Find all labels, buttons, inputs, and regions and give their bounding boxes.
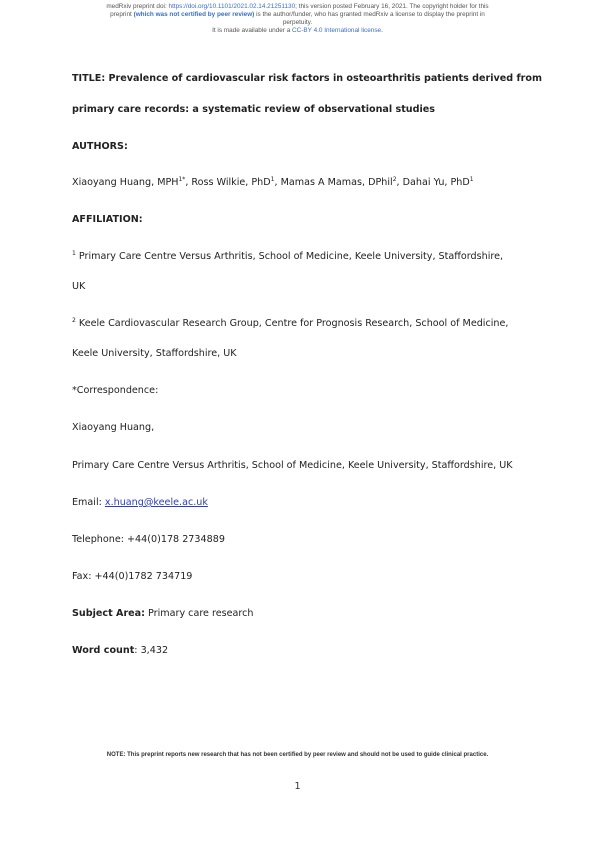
correspondence-name: Xiaoyang Huang, (72, 422, 155, 433)
fax-line: Fax: +44(0)1782 734719 (72, 571, 193, 582)
header-line-3: perpetuity. (282, 19, 313, 26)
affiliation-2-line-2: Keele University, Staffordshire, UK (72, 348, 237, 359)
affiliation-text: Keele Cardiovascular Research Group, Centre for Prognosis Research, School of Medicine, (75, 318, 509, 329)
affiliation-mark: 1 (72, 250, 76, 257)
header-text: medRxiv preprint doi: (106, 3, 169, 10)
author-separator: , (396, 177, 403, 188)
word-count-value: : 3,432 (134, 645, 169, 656)
email-line (72, 497, 208, 508)
affiliation-heading: AFFILIATION: (72, 214, 143, 225)
affiliation-1-line-2: UK (72, 281, 86, 292)
doi-link[interactable]: https://doi.org/10.1101/2021.02.14.21251130 (168, 3, 296, 10)
title-line-2: primary care records: a systematic review of observational studies (72, 104, 436, 115)
preprint-header (40, 3, 555, 35)
license-link[interactable]: CC-BY 4.0 International license (292, 27, 382, 34)
author-name: Ross Wilkie, PhD (191, 177, 271, 188)
title-line-1 (72, 73, 542, 84)
email-label: Email: (72, 497, 105, 508)
title-label: TITLE: (72, 73, 106, 84)
affiliation-mark: 2 (72, 317, 76, 324)
correspondence-address: Primary Care Centre Versus Arthritis, School of Medicine, Keele University, Staffordshire, UK (72, 460, 513, 471)
subject-area-line (72, 608, 254, 619)
author-affiliation-mark: 1 (469, 176, 474, 183)
word-count-line (72, 645, 168, 656)
email-link[interactable]: x.huang@keele.ac.uk (104, 497, 208, 508)
header-line-4 (40, 27, 555, 35)
author-affiliation-mark: 1 (270, 176, 275, 183)
author-separator: , (185, 177, 192, 188)
word-count-label: Word count (72, 645, 135, 656)
affiliation-2-line-1 (72, 318, 508, 329)
subject-area-label: Subject Area: (72, 608, 145, 619)
header-text: ; this version posted February 16, 2021. The copyright holder for this (295, 3, 489, 10)
header-text: It is made available under a (212, 27, 293, 34)
affiliation-1-line-1 (72, 251, 503, 262)
authors-list (72, 177, 474, 188)
header-line-1 (40, 3, 555, 11)
not-certified-link[interactable]: (which was not certified by peer review) (133, 11, 255, 18)
peer-review-note: NOTE: This preprint reports new research that has not been certified by peer review and should not be used to guide clinical practice. (106, 752, 489, 758)
header-line-2 (40, 11, 555, 19)
author-separator: , (274, 177, 281, 188)
header-text: . (381, 27, 383, 34)
page-number: 1 (294, 781, 301, 792)
header-text: is the author/funder, who has granted medRxiv a license to display the preprint in (254, 11, 485, 18)
author-name: Dahai Yu, PhD (402, 177, 470, 188)
author-affiliation-mark: 2 (392, 176, 397, 183)
title-text-1: Prevalence of cardiovascular risk factors in osteoarthritis patients derived from (105, 73, 542, 84)
author-affiliation-mark: 1* (178, 176, 186, 183)
telephone-line: Telephone: +44(0)178 2734889 (72, 534, 225, 545)
authors-heading: AUTHORS: (72, 141, 128, 152)
author-name: Xiaoyang Huang, MPH (72, 177, 179, 188)
header-text: preprint (110, 11, 134, 18)
subject-area-value: Primary care research (145, 608, 254, 619)
affiliation-text: Primary Care Centre Versus Arthritis, School of Medicine, Keele University, Staffordshire, (75, 251, 504, 262)
author-name: Mamas A Mamas, DPhil (280, 177, 393, 188)
correspondence-heading: *Correspondence: (72, 385, 159, 396)
